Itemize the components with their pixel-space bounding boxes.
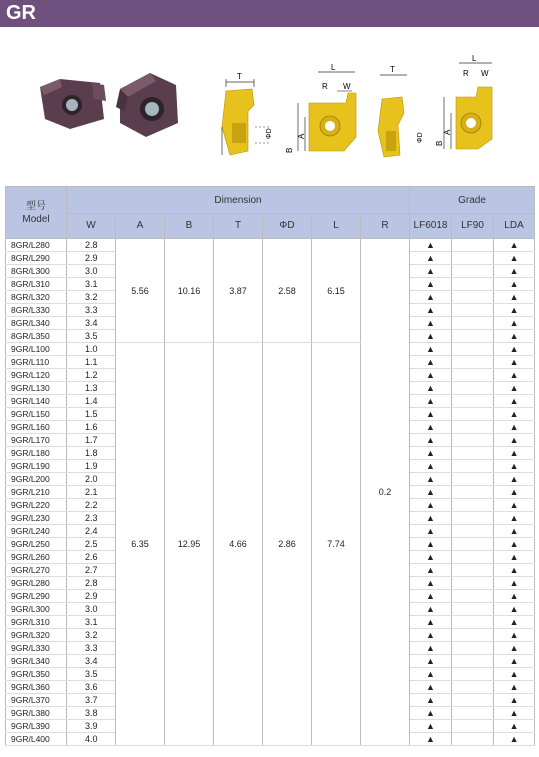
w-cell: 2.4 bbox=[67, 525, 116, 538]
w-cell: 2.9 bbox=[67, 252, 116, 265]
w-cell: 2.7 bbox=[67, 564, 116, 577]
grade-lda-cell: ▲ bbox=[494, 655, 535, 668]
grade-lf90-cell bbox=[452, 343, 494, 356]
model-cell: 8GR/L280 bbox=[6, 239, 67, 252]
grade-lf90-cell bbox=[452, 278, 494, 291]
grade-lda-cell: ▲ bbox=[494, 590, 535, 603]
col-phid: ΦD bbox=[263, 214, 312, 239]
grade-lf6018-cell: ▲ bbox=[410, 408, 452, 421]
col-b: B bbox=[165, 214, 214, 239]
w-cell: 3.2 bbox=[67, 629, 116, 642]
model-cell: 9GR/L390 bbox=[6, 720, 67, 733]
dimension-header: Dimension bbox=[67, 187, 410, 214]
grade-lda-cell: ▲ bbox=[494, 707, 535, 720]
w-cell: 2.0 bbox=[67, 473, 116, 486]
grade-lda-cell: ▲ bbox=[494, 291, 535, 304]
model-header-cn: 型号 bbox=[26, 200, 46, 212]
w-cell: 1.5 bbox=[67, 408, 116, 421]
w-cell: 2.9 bbox=[67, 590, 116, 603]
grade-lda-cell: ▲ bbox=[494, 629, 535, 642]
w-cell: 1.9 bbox=[67, 460, 116, 473]
grade-lda-cell: ▲ bbox=[494, 720, 535, 733]
dim-b-label: B bbox=[285, 147, 294, 153]
dim-b-cell: 12.95 bbox=[165, 343, 214, 746]
w-cell: 3.8 bbox=[67, 707, 116, 720]
w-cell: 2.6 bbox=[67, 551, 116, 564]
model-cell: 9GR/L340 bbox=[6, 655, 67, 668]
dim-t2-label: T bbox=[390, 65, 395, 74]
dim-l-cell: 7.74 bbox=[312, 343, 361, 746]
w-cell: 1.0 bbox=[67, 343, 116, 356]
grade-lda-cell: ▲ bbox=[494, 395, 535, 408]
grade-lda-cell: ▲ bbox=[494, 668, 535, 681]
grade-lf90-cell bbox=[452, 408, 494, 421]
grade-lf6018-cell: ▲ bbox=[410, 460, 452, 473]
grade-lf90-cell bbox=[452, 447, 494, 460]
dim-t-cell: 4.66 bbox=[214, 343, 263, 746]
dim-d-cell: 2.86 bbox=[263, 343, 312, 746]
col-lf90: LF90 bbox=[452, 214, 494, 239]
w-cell: 3.7 bbox=[67, 694, 116, 707]
grade-lf90-cell bbox=[452, 434, 494, 447]
grade-lf6018-cell: ▲ bbox=[410, 278, 452, 291]
dim-a2-label: A bbox=[443, 129, 452, 135]
grade-lf6018-cell: ▲ bbox=[410, 616, 452, 629]
grade-lf6018-cell: ▲ bbox=[410, 421, 452, 434]
w-cell: 1.2 bbox=[67, 369, 116, 382]
dim-r-label: R bbox=[322, 82, 328, 91]
grade-lf6018-cell: ▲ bbox=[410, 694, 452, 707]
model-cell: 9GR/L120 bbox=[6, 369, 67, 382]
grade-lf90-cell bbox=[452, 317, 494, 330]
w-cell: 1.6 bbox=[67, 421, 116, 434]
grade-lf6018-cell: ▲ bbox=[410, 590, 452, 603]
grade-lda-cell: ▲ bbox=[494, 603, 535, 616]
grade-lf90-cell bbox=[452, 538, 494, 551]
grade-lf6018-cell: ▲ bbox=[410, 473, 452, 486]
grade-lf90-cell bbox=[452, 486, 494, 499]
grade-lf6018-cell: ▲ bbox=[410, 330, 452, 343]
side-view-drawing-1 bbox=[222, 72, 273, 155]
dim-r2-label: R bbox=[463, 69, 469, 78]
model-header-en: Model bbox=[22, 213, 50, 225]
dim-d-cell: 2.58 bbox=[263, 239, 312, 343]
grade-lf90-cell bbox=[452, 720, 494, 733]
grade-lf90-cell bbox=[452, 616, 494, 629]
col-t: T bbox=[214, 214, 263, 239]
model-cell: 9GR/L380 bbox=[6, 707, 67, 720]
dim-w2-label: W bbox=[481, 69, 489, 78]
spec-table bbox=[5, 186, 535, 746]
spec-table-wrap bbox=[5, 186, 534, 746]
w-cell: 3.3 bbox=[67, 642, 116, 655]
dim-phid-label: ΦD bbox=[266, 128, 273, 139]
grade-lf6018-cell: ▲ bbox=[410, 486, 452, 499]
grade-lf6018-cell: ▲ bbox=[410, 720, 452, 733]
model-cell: 9GR/L370 bbox=[6, 694, 67, 707]
w-cell: 3.2 bbox=[67, 291, 116, 304]
dim-l-cell: 6.15 bbox=[312, 239, 361, 343]
table-row bbox=[6, 343, 535, 356]
grade-lda-cell: ▲ bbox=[494, 642, 535, 655]
grade-lda-cell: ▲ bbox=[494, 304, 535, 317]
grade-header: Grade bbox=[410, 187, 535, 214]
grade-lda-cell: ▲ bbox=[494, 382, 535, 395]
w-cell: 3.3 bbox=[67, 304, 116, 317]
model-cell: 9GR/L290 bbox=[6, 590, 67, 603]
grade-lda-cell: ▲ bbox=[494, 356, 535, 369]
grade-lf90-cell bbox=[452, 629, 494, 642]
grade-lda-cell: ▲ bbox=[494, 330, 535, 343]
grade-lf90-cell bbox=[452, 460, 494, 473]
grade-lf6018-cell: ▲ bbox=[410, 252, 452, 265]
model-cell: 8GR/L340 bbox=[6, 317, 67, 330]
grade-lda-cell: ▲ bbox=[494, 681, 535, 694]
grade-lf6018-cell: ▲ bbox=[410, 538, 452, 551]
grade-lf6018-cell: ▲ bbox=[410, 577, 452, 590]
front-view-drawing-2 bbox=[435, 54, 492, 149]
grade-lf90-cell bbox=[452, 265, 494, 278]
dim-t-cell: 3.87 bbox=[214, 239, 263, 343]
dim-a-cell: 5.56 bbox=[116, 239, 165, 343]
col-w: W bbox=[67, 214, 116, 239]
grade-lf90-cell bbox=[452, 642, 494, 655]
model-cell: 9GR/L230 bbox=[6, 512, 67, 525]
insert-drawings bbox=[0, 27, 539, 172]
grade-lf90-cell bbox=[452, 512, 494, 525]
grade-lda-cell: ▲ bbox=[494, 408, 535, 421]
spec-table-body bbox=[6, 239, 535, 746]
col-r: R bbox=[361, 214, 410, 239]
dim-a-label: A bbox=[297, 133, 306, 139]
grade-lf6018-cell: ▲ bbox=[410, 447, 452, 460]
grade-lf90-cell bbox=[452, 603, 494, 616]
w-cell: 3.4 bbox=[67, 317, 116, 330]
model-cell: 9GR/L200 bbox=[6, 473, 67, 486]
page-title: GR bbox=[6, 2, 36, 24]
grade-lda-cell: ▲ bbox=[494, 343, 535, 356]
grade-lda-cell: ▲ bbox=[494, 369, 535, 382]
grade-lda-cell: ▲ bbox=[494, 460, 535, 473]
grade-lf90-cell bbox=[452, 356, 494, 369]
model-cell: 9GR/L170 bbox=[6, 434, 67, 447]
model-cell: 9GR/L210 bbox=[6, 486, 67, 499]
grade-lf90-cell bbox=[452, 694, 494, 707]
grade-lda-cell: ▲ bbox=[494, 317, 535, 330]
grade-lf90-cell bbox=[452, 239, 494, 252]
grade-lf90-cell bbox=[452, 473, 494, 486]
dim-phid2-label: ΦD bbox=[417, 132, 424, 143]
grade-lda-cell: ▲ bbox=[494, 447, 535, 460]
col-lda: LDA bbox=[494, 214, 535, 239]
page-header bbox=[0, 0, 539, 27]
model-cell: 9GR/L110 bbox=[6, 356, 67, 369]
grade-lf90-cell bbox=[452, 707, 494, 720]
front-view-drawing-1 bbox=[285, 63, 356, 153]
grade-lda-cell: ▲ bbox=[494, 434, 535, 447]
w-cell: 3.9 bbox=[67, 720, 116, 733]
w-cell: 4.0 bbox=[67, 733, 116, 746]
model-header bbox=[6, 187, 67, 239]
model-cell: 9GR/L220 bbox=[6, 499, 67, 512]
model-cell: 8GR/L310 bbox=[6, 278, 67, 291]
model-cell: 9GR/L180 bbox=[6, 447, 67, 460]
model-cell: 9GR/L130 bbox=[6, 382, 67, 395]
model-cell: 9GR/L300 bbox=[6, 603, 67, 616]
dim-l2-label: L bbox=[472, 54, 477, 63]
model-cell: 9GR/L330 bbox=[6, 642, 67, 655]
dim-r-cell: 0.2 bbox=[361, 239, 410, 746]
grade-lf90-cell bbox=[452, 551, 494, 564]
model-cell: 9GR/L360 bbox=[6, 681, 67, 694]
insert-photo-2 bbox=[116, 73, 178, 137]
grade-lf90-cell bbox=[452, 499, 494, 512]
grade-lf6018-cell: ▲ bbox=[410, 382, 452, 395]
model-cell: 9GR/L350 bbox=[6, 668, 67, 681]
grade-lda-cell: ▲ bbox=[494, 512, 535, 525]
model-cell: 8GR/L290 bbox=[6, 252, 67, 265]
grade-lda-cell: ▲ bbox=[494, 577, 535, 590]
model-cell: 8GR/L350 bbox=[6, 330, 67, 343]
table-row bbox=[6, 239, 535, 252]
w-cell: 2.3 bbox=[67, 512, 116, 525]
w-cell: 3.0 bbox=[67, 603, 116, 616]
w-cell: 1.7 bbox=[67, 434, 116, 447]
model-cell: 9GR/L280 bbox=[6, 577, 67, 590]
grade-lda-cell: ▲ bbox=[494, 473, 535, 486]
w-cell: 3.5 bbox=[67, 330, 116, 343]
grade-lf90-cell bbox=[452, 590, 494, 603]
grade-lf90-cell bbox=[452, 668, 494, 681]
grade-lf90-cell bbox=[452, 681, 494, 694]
model-cell: 9GR/L240 bbox=[6, 525, 67, 538]
model-cell: 9GR/L250 bbox=[6, 538, 67, 551]
model-cell: 9GR/L320 bbox=[6, 629, 67, 642]
grade-lf6018-cell: ▲ bbox=[410, 317, 452, 330]
side-view-drawing-2 bbox=[378, 65, 424, 157]
grade-lda-cell: ▲ bbox=[494, 486, 535, 499]
grade-lf6018-cell: ▲ bbox=[410, 434, 452, 447]
grade-lf6018-cell: ▲ bbox=[410, 395, 452, 408]
grade-lda-cell: ▲ bbox=[494, 499, 535, 512]
w-cell: 3.4 bbox=[67, 655, 116, 668]
w-cell: 2.1 bbox=[67, 486, 116, 499]
dim-b-cell: 10.16 bbox=[165, 239, 214, 343]
grade-lf90-cell bbox=[452, 564, 494, 577]
grade-lf6018-cell: ▲ bbox=[410, 356, 452, 369]
grade-lf90-cell bbox=[452, 382, 494, 395]
grade-lda-cell: ▲ bbox=[494, 239, 535, 252]
grade-lda-cell: ▲ bbox=[494, 694, 535, 707]
model-cell: 9GR/L270 bbox=[6, 564, 67, 577]
grade-lf90-cell bbox=[452, 421, 494, 434]
grade-lf6018-cell: ▲ bbox=[410, 668, 452, 681]
grade-lda-cell: ▲ bbox=[494, 538, 535, 551]
col-a: A bbox=[116, 214, 165, 239]
grade-lda-cell: ▲ bbox=[494, 564, 535, 577]
model-cell: 9GR/L400 bbox=[6, 733, 67, 746]
grade-lf6018-cell: ▲ bbox=[410, 499, 452, 512]
w-cell: 3.0 bbox=[67, 265, 116, 278]
grade-lf90-cell bbox=[452, 330, 494, 343]
grade-lf6018-cell: ▲ bbox=[410, 564, 452, 577]
w-cell: 1.3 bbox=[67, 382, 116, 395]
w-cell: 3.5 bbox=[67, 668, 116, 681]
grade-lf90-cell bbox=[452, 525, 494, 538]
grade-lf90-cell bbox=[452, 395, 494, 408]
grade-lf6018-cell: ▲ bbox=[410, 551, 452, 564]
w-cell: 2.2 bbox=[67, 499, 116, 512]
grade-lda-cell: ▲ bbox=[494, 525, 535, 538]
model-cell: 9GR/L310 bbox=[6, 616, 67, 629]
dim-l-label: L bbox=[331, 63, 336, 72]
grade-lda-cell: ▲ bbox=[494, 616, 535, 629]
grade-lf6018-cell: ▲ bbox=[410, 291, 452, 304]
model-cell: 8GR/L330 bbox=[6, 304, 67, 317]
grade-lf90-cell bbox=[452, 291, 494, 304]
grade-lf6018-cell: ▲ bbox=[410, 655, 452, 668]
grade-lf90-cell bbox=[452, 655, 494, 668]
grade-lf90-cell bbox=[452, 252, 494, 265]
model-cell: 9GR/L150 bbox=[6, 408, 67, 421]
grade-lda-cell: ▲ bbox=[494, 551, 535, 564]
w-cell: 2.5 bbox=[67, 538, 116, 551]
dim-b2-label: B bbox=[435, 140, 444, 146]
grade-lda-cell: ▲ bbox=[494, 421, 535, 434]
grade-lf6018-cell: ▲ bbox=[410, 681, 452, 694]
grade-lf6018-cell: ▲ bbox=[410, 304, 452, 317]
grade-lf6018-cell: ▲ bbox=[410, 629, 452, 642]
dim-w-label: W bbox=[343, 82, 351, 91]
dim-t-label: T bbox=[237, 72, 242, 81]
grade-lf90-cell bbox=[452, 577, 494, 590]
grade-lda-cell: ▲ bbox=[494, 252, 535, 265]
grade-lf6018-cell: ▲ bbox=[410, 265, 452, 278]
grade-lda-cell: ▲ bbox=[494, 265, 535, 278]
grade-lf6018-cell: ▲ bbox=[410, 603, 452, 616]
col-l: L bbox=[312, 214, 361, 239]
w-cell: 2.8 bbox=[67, 239, 116, 252]
grade-lf6018-cell: ▲ bbox=[410, 642, 452, 655]
w-cell: 1.4 bbox=[67, 395, 116, 408]
grade-lf6018-cell: ▲ bbox=[410, 343, 452, 356]
grade-lf90-cell bbox=[452, 369, 494, 382]
model-cell: 9GR/L140 bbox=[6, 395, 67, 408]
grade-lf6018-cell: ▲ bbox=[410, 239, 452, 252]
grade-lf6018-cell: ▲ bbox=[410, 525, 452, 538]
insert-photo-1 bbox=[40, 79, 106, 129]
grade-lf6018-cell: ▲ bbox=[410, 707, 452, 720]
model-cell: 9GR/L100 bbox=[6, 343, 67, 356]
grade-lf90-cell bbox=[452, 733, 494, 746]
model-cell: 8GR/L300 bbox=[6, 265, 67, 278]
grade-lf6018-cell: ▲ bbox=[410, 512, 452, 525]
dim-a-cell: 6.35 bbox=[116, 343, 165, 746]
grade-lf6018-cell: ▲ bbox=[410, 733, 452, 746]
col-lf6018: LF6018 bbox=[410, 214, 452, 239]
product-illustration-area bbox=[0, 27, 539, 172]
w-cell: 2.8 bbox=[67, 577, 116, 590]
model-cell: 9GR/L190 bbox=[6, 460, 67, 473]
grade-lf6018-cell: ▲ bbox=[410, 369, 452, 382]
w-cell: 3.1 bbox=[67, 616, 116, 629]
w-cell: 3.1 bbox=[67, 278, 116, 291]
w-cell: 1.8 bbox=[67, 447, 116, 460]
model-cell: 9GR/L260 bbox=[6, 551, 67, 564]
grade-lda-cell: ▲ bbox=[494, 733, 535, 746]
grade-lf90-cell bbox=[452, 304, 494, 317]
grade-lda-cell: ▲ bbox=[494, 278, 535, 291]
model-cell: 8GR/L320 bbox=[6, 291, 67, 304]
w-cell: 1.1 bbox=[67, 356, 116, 369]
w-cell: 3.6 bbox=[67, 681, 116, 694]
model-cell: 9GR/L160 bbox=[6, 421, 67, 434]
